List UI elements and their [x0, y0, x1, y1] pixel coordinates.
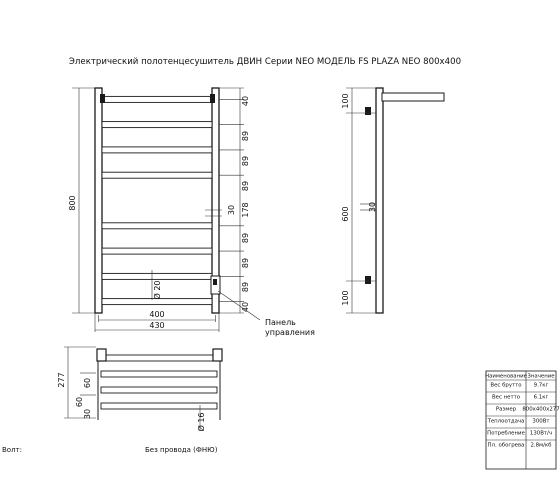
top-view-right-fitting — [213, 349, 222, 361]
crossbars — [102, 96, 212, 304]
spec-row-value: 300Вт — [532, 418, 550, 425]
spec-row-name: Вес брутто — [490, 382, 522, 389]
top-left-bracket — [100, 94, 105, 103]
side-bracket-spacing: 600 — [341, 206, 350, 222]
spec-header-name: Наименование — [485, 373, 527, 380]
spec-row-name: Потребление — [487, 430, 525, 437]
top-view-bar-4 — [101, 403, 217, 409]
drawing-title: Электрический полотенцесушитель ДВИН Серии NEO МОДЕЛЬ FS PLAZA NEO 800x400 — [68, 57, 462, 67]
bar-gap-9: 40 — [241, 301, 250, 313]
bar-gap-3: 89 — [241, 155, 250, 167]
bottom-note-left: Волт: — [2, 446, 22, 454]
front-view — [68, 88, 315, 337]
bar-gap-2: 89 — [241, 130, 250, 142]
bar-gap-5: 178 — [241, 202, 250, 218]
control-panel-button — [213, 279, 217, 285]
bar-pitch-dimension: 30 — [227, 204, 236, 216]
control-panel-leader — [218, 291, 260, 320]
pipe-diameter-dimension: Ø 20 — [153, 280, 162, 300]
crossbar-2 — [102, 122, 212, 128]
top-right-bracket — [210, 94, 215, 103]
left-post — [95, 88, 102, 313]
bottom-note-center: Без провода (ФНЮ) — [145, 446, 218, 454]
bar-gap-7: 89 — [241, 257, 250, 269]
spec-row-name: Пл. обогрева — [487, 442, 525, 449]
spec-row-name: Размер — [495, 406, 517, 413]
bar-gap-1: 40 — [241, 95, 250, 107]
side-top-arm — [382, 93, 444, 101]
depth-gap-1: 60 — [83, 377, 92, 389]
inner-width-dimension: 400 — [149, 310, 165, 319]
bar-gap-6: 89 — [241, 232, 250, 244]
crossbar-6 — [102, 248, 212, 254]
side-bottom-bracket — [365, 276, 371, 284]
bar-gap-4: 89 — [241, 180, 250, 192]
bar-gap-8: 89 — [241, 281, 250, 293]
depth-dimension: 277 — [57, 372, 66, 388]
crossbar-3 — [102, 147, 212, 153]
outer-width-dimension: 430 — [149, 321, 165, 330]
spec-row-name: Теплоотдача — [487, 418, 525, 425]
side-bottom-offset: 100 — [341, 290, 350, 306]
side-view — [341, 88, 444, 313]
spec-row-value: 130Вт/ч — [529, 430, 553, 437]
top-view-bar-1 — [101, 355, 217, 361]
side-post — [376, 88, 383, 313]
spec-row-value: 2.8м/кб — [530, 442, 552, 449]
spec-row-value: 6.1кг — [533, 394, 549, 401]
spec-row-name: Вес нетто — [491, 394, 521, 401]
control-panel-label-line2: управления — [265, 328, 315, 337]
spec-row-value: 9.7кг — [533, 382, 549, 389]
crossbar-4 — [102, 172, 212, 178]
top-view-left-fitting — [97, 349, 106, 361]
top-view — [57, 347, 222, 432]
spec-row-value: 800х400х277 — [522, 406, 560, 413]
control-panel-label-line1: Панель — [265, 318, 296, 327]
height-dimension: 800 — [68, 195, 77, 211]
depth-gap-2: 60 — [75, 396, 84, 408]
spec-header-value: Значение — [527, 373, 555, 380]
crossbar-7 — [102, 273, 212, 279]
side-top-offset: 100 — [341, 93, 350, 109]
depth-gap-3: 30 — [83, 408, 92, 420]
fitting-diameter-dimension: Ø 16 — [197, 412, 206, 432]
crossbar-5 — [102, 223, 212, 229]
spec-table — [485, 371, 560, 469]
top-view-bar-3 — [101, 387, 217, 393]
crossbar-1 — [102, 96, 212, 102]
side-pitch-dimension: 30 — [368, 201, 377, 213]
side-top-bracket — [365, 107, 371, 115]
top-view-bar-2 — [101, 371, 217, 377]
